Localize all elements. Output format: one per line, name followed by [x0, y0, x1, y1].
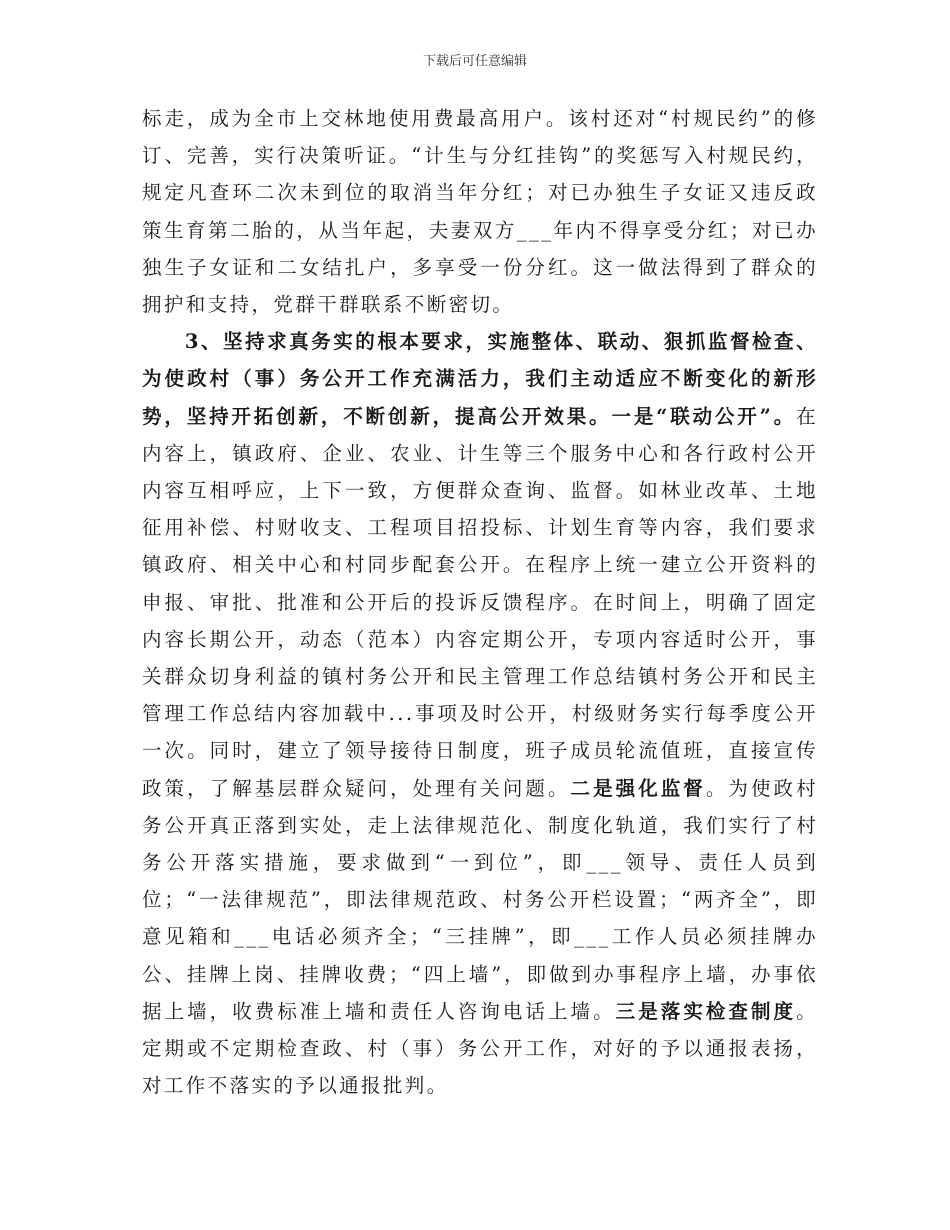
page-header: 下载后可任意编辑: [422, 54, 527, 69]
paragraph-2: [142, 323, 818, 1104]
bold-run: 二是强化监督: [570, 776, 706, 800]
text-run: 。为使政村务公开真正落到实处，走上法律规范化、制度化轨道，我们实行了村务公开落实措施，要求做到“一到位”，即___领导、责任人员到位；“一法律规范”，即法律规范政、村务公开栏设置；“两齐全”，即意见箱和___电话必须齐全；“三挂牌”，即___工作人员必须挂牌办公、挂牌上岗、挂牌收费；“四上墙”，即做到办事程序上墙，办事依据上墙，收费标准上墙和责任人咨询电话上墙。: [142, 776, 818, 1023]
text-run: 在内容上，镇政府、企业、农业、计生等三个服务中心和各行政村公开内容互相呼应，上下一致，方便群众查询、监督。如林业改革、土地征用补偿、村财收支、工程项目招投标、计划生育等内容，我们要求镇政府、相关中心和村同步配套公开。在程序上统一建立公开资料的申报、审批、批准和公开后的投诉反馈程序。在时间上，明确了固定内容长期公开，动态（范本）内容定期公开，专项内容适时公开，事关群众切身利益的镇村务公开和民主管理工作总结镇村务公开和民主管理工作总结内容加载中...事项及时公开，村级财务实行每季度公开一次。同时，建立了领导接待日制度，班子成员轮流值班，直接宣传政策，了解基层群众疑问，处理有关问题。: [142, 404, 818, 800]
text-run: 标走，成为全市上交林地使用费最高用户。该村还对“村规民约”的修订、完善，实行决策听证。“计生与分红挂钩”的奖惩写入村规民约，规定凡查环二次未到位的取消当年分红；对已办独生子女证又违反政策生育第二胎的，从当年起，夫妻双方___年内不得享受分红；对已办独生子女证和二女结扎户，多享受一份分红。这一做法得到了群众的拥护和支持，党群干群联系不断密切。: [142, 107, 818, 317]
text-run: 。定期或不定期检查政、村（事）务公开工作，对好的予以通报表扬，对工作不落实的予以通报批判。: [142, 999, 818, 1098]
bold-run: 三是落实检查制度: [615, 999, 797, 1023]
paragraph-1: [142, 100, 818, 323]
document-body: [142, 100, 818, 1104]
section-heading-run: 3、坚持求真务实的根本要求，实施整体、联动、狠抓监督检查、为使政村（事）务公开工作充满活力，我们主动适应不断变化的新形势，坚持开拓创新，不断创新，提高公开效果。一是“联动公开”。: [142, 330, 818, 428]
